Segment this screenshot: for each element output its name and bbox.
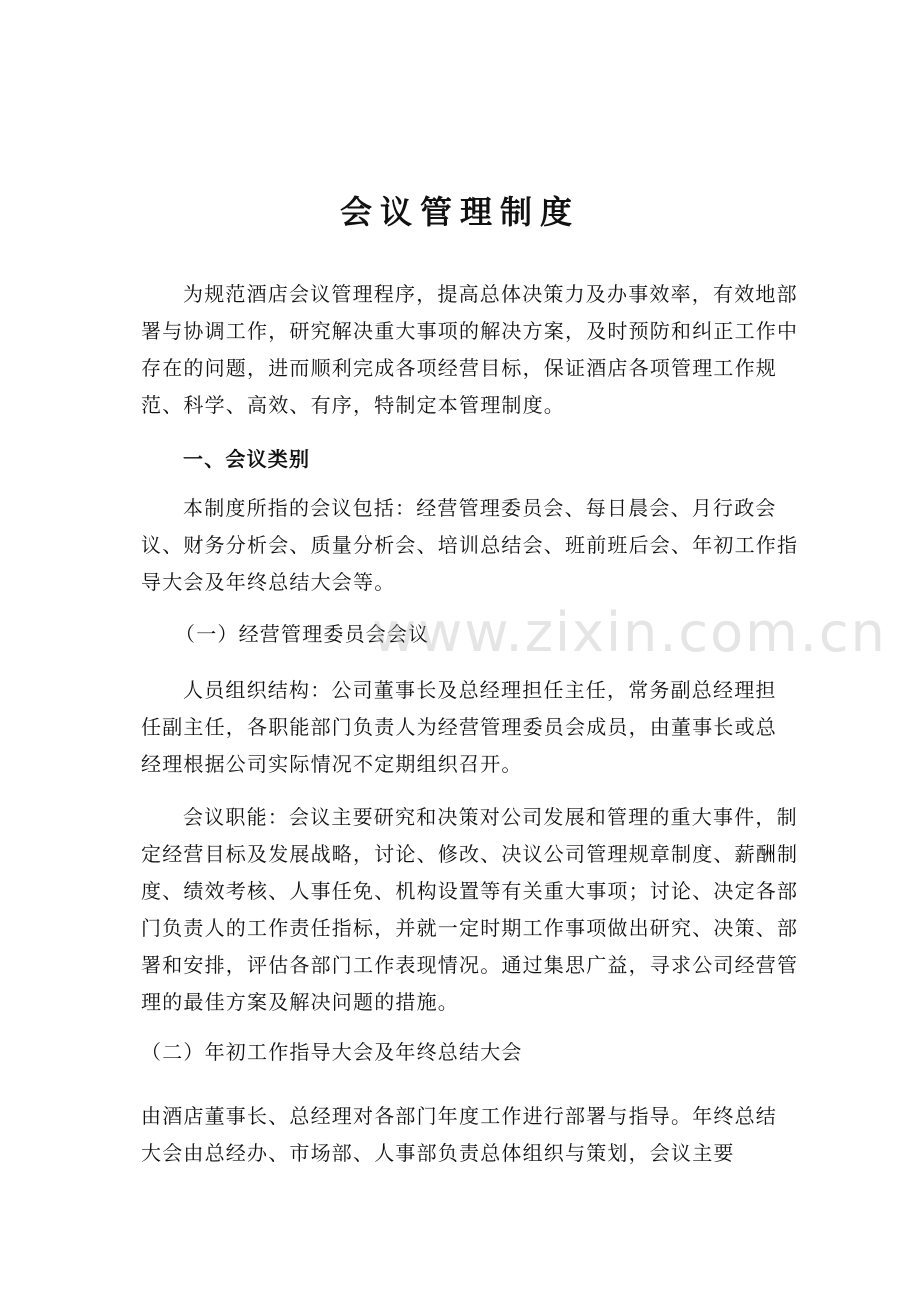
intro-paragraph: 为规范酒店会议管理程序，提高总体决策力及办事效率，有效地部署与协调工作，研究解决重大事项的解决方案，及时预防和纠正工作中存在的问题，进而顺利完成各项经营目标，保证酒店各项管理工作规范、科学、高效、有序，特制定本管理制度。	[141, 282, 799, 417]
meeting-types-paragraph: 本制度所指的会议包括：经营管理委员会、每日晨会、月行政会议、财务分析会、质量分析会、培训总结会、班前班后会、年初工作指导大会及年终总结大会等。	[141, 496, 799, 594]
watermark: www.zixin.com.cn	[372, 601, 887, 664]
subsection-heading-annual-meetings: （二）年初工作指导大会及年终总结大会	[141, 1040, 523, 1064]
committee-function-paragraph: 会议职能：会议主要研究和决策对公司发展和管理的重大事件，制定经营目标及发展战略，讨论、修改、决议公司管理规章制度、薪酬制度、绩效考核、人事任免、机构设置等有关重大事项；讨论、决定各部门负责人的工作责任指标，并就一定时期工作事项做出研究、决策、部署和安排，评估各部门工作表现情况。通过集思广益，寻求公司经营管理的最佳方案及解决问题的措施。	[141, 805, 799, 1014]
subsection-heading-management-committee: （一）经营管理委员会会议	[175, 622, 430, 646]
section-heading-meeting-types: 一、会议类别	[183, 447, 311, 471]
document-title: 会议管理制度	[339, 193, 580, 231]
annual-meetings-paragraph: 由酒店董事长、总经理对各部门年度工作进行部署与指导。年终总结大会由总经办、市场部、人事部负责总体组织与策划，会议主要	[141, 1104, 777, 1165]
committee-structure-paragraph: 人员组织结构：公司董事长及总经理担任主任，常务副总经理担任副主任，各职能部门负责人为经营管理委员会成员，由董事长或总经理根据公司实际情况不定期组织召开。	[141, 678, 777, 776]
